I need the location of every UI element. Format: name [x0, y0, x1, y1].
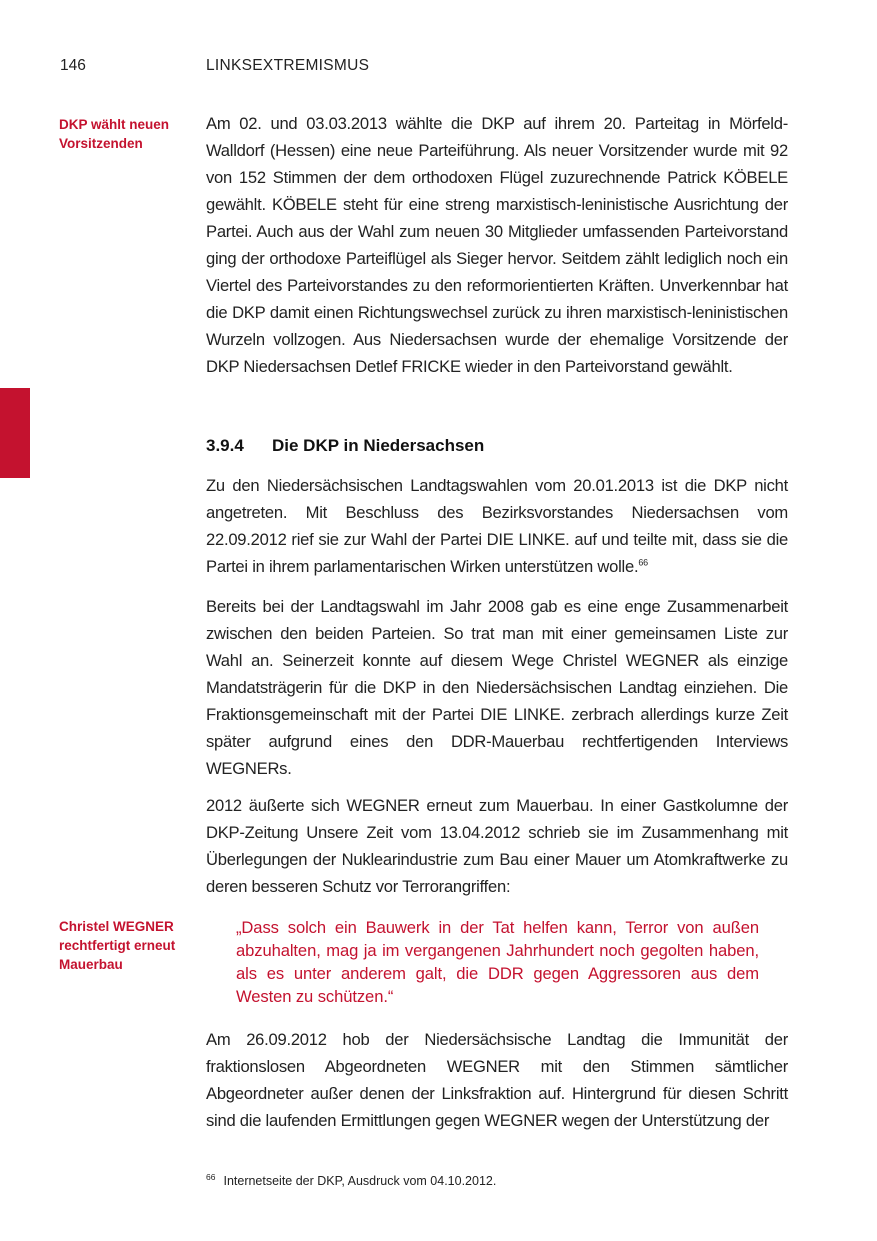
paragraph-state-elections-text: Zu den Niedersächsischen Landtagswahlen vom 20.01.2013 ist die DKP nicht angetreten. Mit Beschluss des Bezirksvorstandes Niedersachsen vom 22.09.2012 rief sie zur Wahl der Partei DIE LINKE. auf und teilte mit, dass sie die Partei in ihrem parlamentarischen Wirken unterstützen wolle. — [206, 476, 788, 576]
chapter-tab-marker — [0, 388, 30, 478]
footnote-reference[interactable]: 66 — [638, 557, 648, 568]
section-number: 3.9.4 — [206, 436, 244, 455]
section-heading — [206, 432, 484, 459]
footnote-text: Internetseite der DKP, Ausdruck vom 04.10.2012. — [223, 1174, 497, 1189]
paragraph-immunity: Am 26.09.2012 hob der Niedersächsische Landtag die Immunität der fraktionslosen Abgeordneten WEGNER mit den Stimmen sämtlicher Abgeordneter außer denen der Linksfraktion auf. Hintergrund für diesen Schritt sind die laufenden Ermittlungen gegen WEGNER wegen der Unterstützung der — [206, 1030, 788, 1130]
paragraph-party-congress: Am 02. und 03.03.2013 wählte die DKP auf ihrem 20. Parteitag in Mörfeld-Walldorf (Hessen) eine neue Parteiführung. Als neuer Vorsitzender wurde mit 92 von 152 Stimmen der dem orthodoxen Flügel zuzurechnende Patrick KÖBELE gewählt. KÖBELE steht für eine streng marxistisch-leninistische Ausrichtung der Partei. Auch aus der Wahl zum neuen 30 Mitglieder umfassenden Parteivorstand ging der orthodoxe Parteiflügel als Sieger hervor. Seitdem zählt lediglich noch ein Viertel des Parteivorstandes zu den reformorientierten Kräften. Unverkennbar hat die DKP damit einen Richtungswechsel zurück zu ihren marxistisch-leninistischen Wurzeln vollzogen. Aus Niedersachsen wurde der ehemalige Vorsitzende der DKP Niedersachsen Detlef FRICKE wieder in den Parteivorstand gewählt. — [206, 114, 788, 376]
section-title: Die DKP in Niedersachsen — [272, 436, 485, 455]
paragraph-state-elections — [206, 472, 788, 580]
footnote-number: 66 — [206, 1172, 216, 1182]
margin-note-wegner: Christel WEGNER rechtfertigt erneut Mauerbau — [59, 919, 176, 972]
footnote — [206, 1172, 496, 1188]
margin-note-new-chairman: DKP wählt neuen Vorsitzenden — [59, 117, 170, 151]
paragraph-wall-statement: 2012 äußerte sich WEGNER erneut zum Mauerbau. In einer Gastkolumne der DKP-Zeitung Unsere Zeit vom 13.04.2012 schrieb sie im Zusammenhang mit Überlegungen der Nuklearindustrie zum Bau einer Mauer um Atomkraftwerke zu deren besseren Schutz vor Terrorangriffen: — [206, 796, 788, 896]
block-quote: „Dass solch ein Bauwerk in der Tat helfen kann, Terror von außen abzuhalten, mag ja im vergangenen Jahrhundert noch gegolten haben, als es unter anderem galt, die DDR gegen Aggressoren aus dem Westen zu schützen.“ — [236, 918, 759, 1006]
page-number: 146 — [60, 57, 86, 74]
paragraph-cooperation-2008: Bereits bei der Landtagswahl im Jahr 2008 gab es eine enge Zusammenarbeit zwischen den beiden Parteien. So trat man mit einer gemeinsamen Liste zur Wahl an. Seinerzeit konnte auf diesem Wege Christel WEGNER als einzige Mandatsträgerin für die DKP in den Niedersächsischen Landtag einziehen. Die Fraktionsgemeinschaft mit der Partei DIE LINKE. zerbrach allerdings kurze Zeit später aufgrund eines den DDR-Mauerbau rechtfertigenden Interviews WEGNERs. — [206, 597, 788, 778]
running-title: LINKSEXTREMISMUS — [206, 57, 370, 74]
